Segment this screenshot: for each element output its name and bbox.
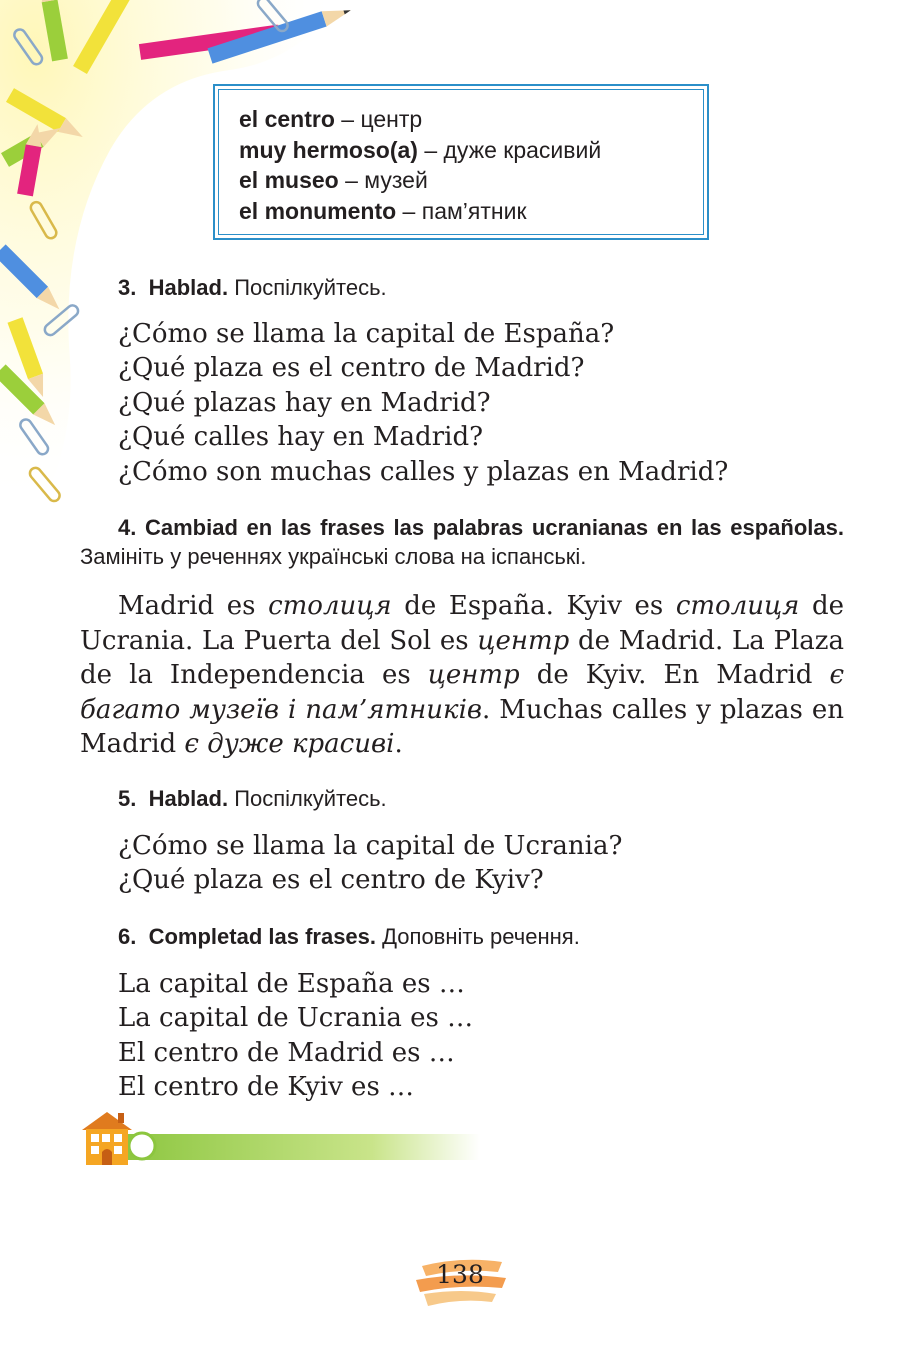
sentence-line: El centro de Madrid es … [118, 1037, 455, 1068]
vocabulary-item [239, 196, 703, 227]
text-segment: . Muchas calles y plazas en Madrid [80, 694, 844, 759]
exercise-6-sentences [118, 967, 473, 1105]
exercise-5-heading [118, 785, 387, 813]
sentence-line: La capital de España es … [118, 969, 465, 999]
ukrainian-translation: – музей [338, 167, 428, 193]
question-line: ¿Cómo se llama la capital de Ucrania? [118, 831, 623, 861]
ukrainian-translation: – дуже красивий [417, 136, 602, 163]
exercise-3-questions [118, 317, 728, 489]
spanish-term: muy hermoso(a) [239, 136, 418, 163]
vocabulary-box [213, 84, 709, 240]
ukrainian-word: є багато музеїв і пам’ятників [80, 660, 845, 725]
question-line: ¿Qué plaza es el centro de Kyiv? [118, 865, 544, 896]
ukrainian-word: центр [427, 660, 520, 690]
exercise-number: 3. [118, 275, 137, 300]
exercise-number: 6. [118, 924, 137, 949]
text-segment: de España. Kyiv es [391, 591, 676, 621]
page-number: 138 [436, 1260, 484, 1289]
exercise-title: 4. Cambiad en las frases las palabras ucranianas en las españolas. [118, 515, 844, 540]
question-line: ¿Qué calles hay en Madrid? [118, 422, 484, 453]
text-segment: de Kyiv. En Madrid [519, 660, 830, 690]
text-segment: de Ucrania. La Puerta del Sol es [80, 591, 844, 656]
exercise-instruction: Поспілкуйтесь. [234, 786, 387, 811]
ukrainian-word: столиця [675, 591, 800, 621]
text-segment: Madrid es [118, 591, 269, 621]
exercise-title: Hablad. [148, 275, 229, 300]
exercise-4-paragraph [80, 589, 844, 762]
exercise-3-heading [118, 274, 387, 302]
ukrainian-word: столиця [268, 591, 392, 621]
vocabulary-item [239, 135, 703, 166]
spanish-term: el centro [239, 106, 335, 132]
text-segment: . [394, 729, 403, 759]
house-icon [82, 1112, 132, 1165]
question-line: ¿Qué plazas hay en Madrid? [118, 387, 491, 418]
sentence-line: La capital de Ucrania es … [118, 1003, 474, 1034]
exercise-4-heading [80, 513, 844, 571]
question-line: ¿Cómo son muchas calles y plazas en Madrid? [118, 456, 729, 487]
page-number-tag [412, 1252, 508, 1312]
question-line: ¿Cómo se llama la capital de España? [118, 319, 615, 349]
ukrainian-word: центр [477, 625, 570, 656]
ukrainian-translation: – пам’ятник [396, 197, 527, 224]
section-end-bar [80, 1110, 480, 1170]
spanish-term: el monumento [239, 197, 397, 224]
exercise-title: Completad las frases. [148, 924, 377, 949]
exercise-number: 5. [118, 786, 137, 811]
exercise-instruction: Доповніть речення. [382, 924, 580, 949]
exercise-5-questions [118, 829, 622, 898]
exercise-6-heading [118, 923, 580, 951]
vocabulary-item [239, 104, 703, 135]
ukrainian-word: є дуже красиві [184, 729, 395, 759]
text-segment: de Madrid. La Plaza de la Independencia es [80, 625, 844, 690]
exercise-instruction: Поспілкуйтесь. [234, 275, 387, 300]
vocabulary-item [239, 165, 703, 196]
exercise-title: Hablad. [148, 786, 229, 811]
sentence-line: El centro de Kyiv es … [118, 1072, 415, 1103]
question-line: ¿Qué plaza es el centro de Madrid? [118, 353, 585, 384]
vocabulary-list [218, 89, 704, 235]
ukrainian-translation: – центр [334, 106, 423, 132]
exercise-instruction: Замініть у реченнях українські слова на іспанські. [80, 544, 587, 569]
spanish-term: el museo [239, 167, 339, 193]
